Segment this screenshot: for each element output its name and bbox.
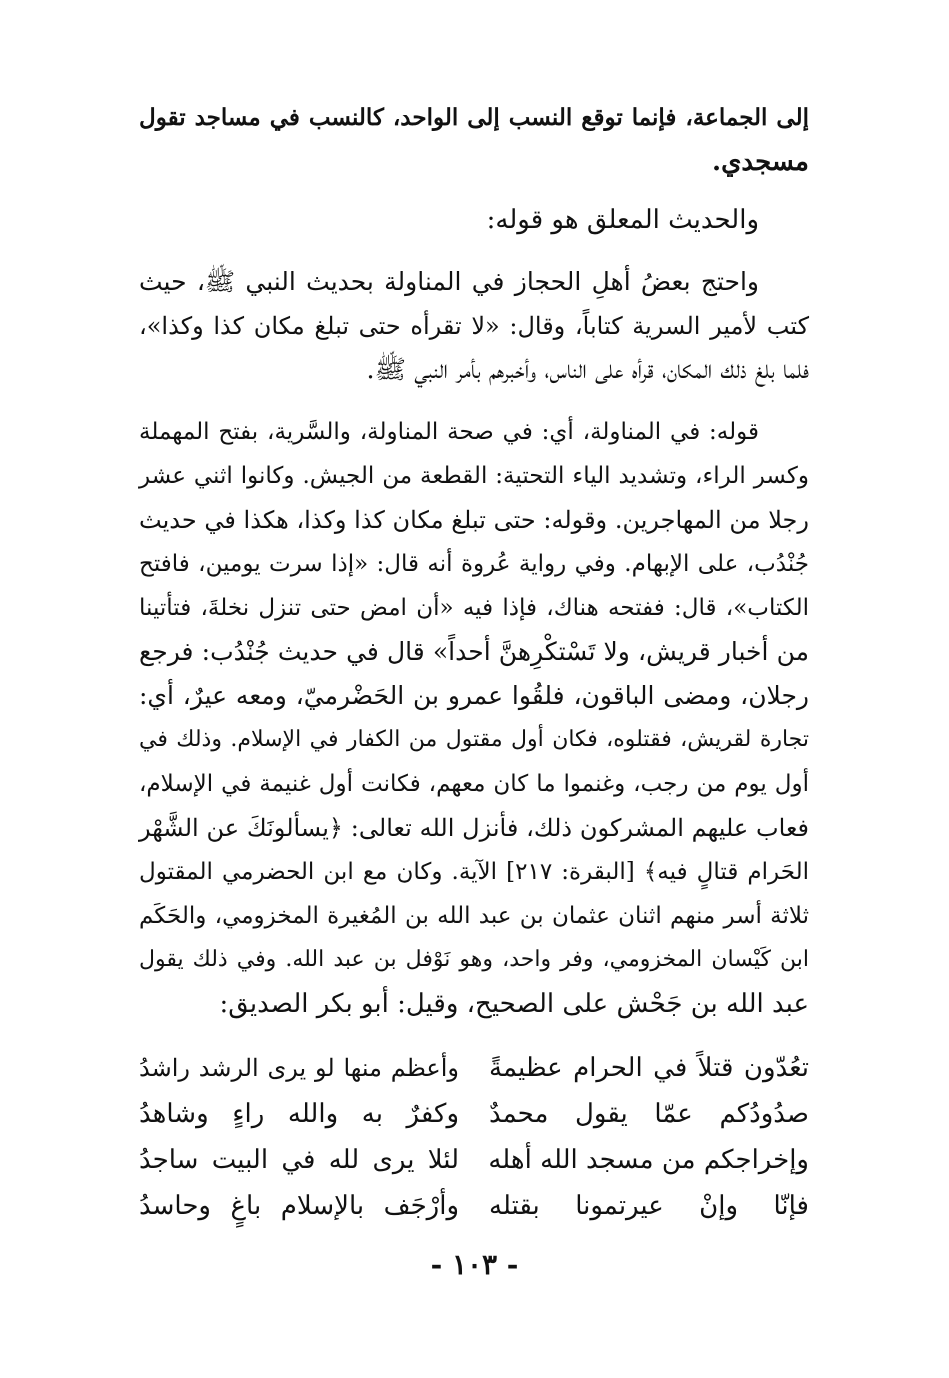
section-intro: والحديث المعلق هو قوله: <box>486 205 759 235</box>
poem-verse <box>139 1048 809 1092</box>
verse-first-hemistich: فإنّا وإنْ عيرتمونا بقتله <box>489 1191 809 1221</box>
poem-verse <box>139 1140 809 1184</box>
commentary-line: وكسر الراء، وتشديد الياء التحتية: القطعة من الجيش. وكانوا اثني عشر <box>139 463 809 489</box>
quoted-hadith-line: كتب لأمير السرية كتاباً، وقال: «لا تقرأه حتى تبلغ مكان كذا وكذا»، <box>139 312 809 340</box>
quoted-hadith-line: واحتج بعضُ أهلِ الحجاز في المناولة بحديث النبي ﷺ، حيث <box>139 267 759 296</box>
verse-second-hemistich: لئلا يرى لله في البيت ساجدُ <box>139 1145 459 1175</box>
verse-second-hemistich: وكفرٌ به والله راءٍ وشاهدُ <box>139 1099 459 1129</box>
commentary-line: فعاب عليهم المشركون ذلك، فأنزل الله تعالى: ﴿يسألونَكَ عن الشَّهْر <box>139 814 809 842</box>
verse-first-hemistich: تعُدّون قتلاً في الحرام عظيمةً <box>489 1053 809 1083</box>
commentary-line: ابن كَيْسان المخزومي، وفر واحد، وهو نَوْفل بن عبد الله. وفي ذلك يقول <box>139 947 809 972</box>
text-line: مسجدي. <box>712 147 809 177</box>
verse-first-hemistich: وإخراجكم من مسجد الله أهله <box>488 1145 809 1175</box>
commentary-line: من أخبار قريش، ولا تَسْتكْرِهنَّ أحداً» قال في حديث جُنْدُب: فرجع <box>139 637 809 666</box>
quoted-hadith-line: فلما بلغ ذلك المكان، قرأه على الناس، وأخبرهم بأمر النبي ﷺ. <box>366 355 809 385</box>
commentary-line: رجلا من المهاجرين. وقوله: حتى تبلغ مكان كذا وكذا، هكذا في حديث <box>139 506 809 534</box>
commentary-line: قوله: في المناولة، أي: في صحة المناولة، والسَّرية، بفتح المهملة <box>139 419 759 445</box>
commentary-line: رجلان، ومضى الباقون، فلقُوا عمرو بن الحَضْرميّ، ومعه عيرٌ، أي: <box>139 681 809 710</box>
text-line: إلى الجماعة، فإنما توقع النسب إلى الواحد، كالنسب في مساجد تقول <box>139 104 809 131</box>
poem-verse <box>139 1094 809 1138</box>
commentary-line: عبد الله بن جَحْش على الصحيح، وقيل: أبو بكر الصديق: <box>219 989 809 1019</box>
poem-verse <box>139 1186 809 1230</box>
commentary-line: تجارة لقريش، فقتلوه، فكان أول مقتول من الكفار في الإسلام. وذلك في <box>139 727 809 752</box>
commentary-line: الحَرام قتالٍ فيه﴾ [البقرة: ٢١٧] الآية. وكان مع ابن الحضرمي المقتول <box>139 859 809 885</box>
commentary-line: الكتاب»، قال: ففتحه هناك، فإذا فيه «أن امض حتى تنزل نخلةَ، فتأتينا <box>139 595 809 621</box>
commentary-line: ثلاثة أسر منهم اثنان عثمان بن عبد الله بن المُغيرة المخزومي، والحَكَم <box>139 903 809 929</box>
verse-second-hemistich: وأعظم منها لو يرى الرشد راشدُ <box>139 1054 459 1082</box>
page-number: - ١٠٣ - <box>430 1248 519 1281</box>
verse-second-hemistich: وأرْجَف بالإسلام باغٍ وحاسدُ <box>139 1191 459 1221</box>
verse-first-hemistich: صدُودُكم عمّا يقول محمدٌ <box>489 1099 809 1129</box>
commentary-line: جُنْدُب، على الإبهام. وفي رواية عُروة أنه قال: «إذا سرت يومين، فافتح <box>139 551 809 577</box>
commentary-line: أول يوم من رجب، وغنموا ما كان معهم، فكانت أول غنيمة في الإسلام، <box>139 771 809 797</box>
